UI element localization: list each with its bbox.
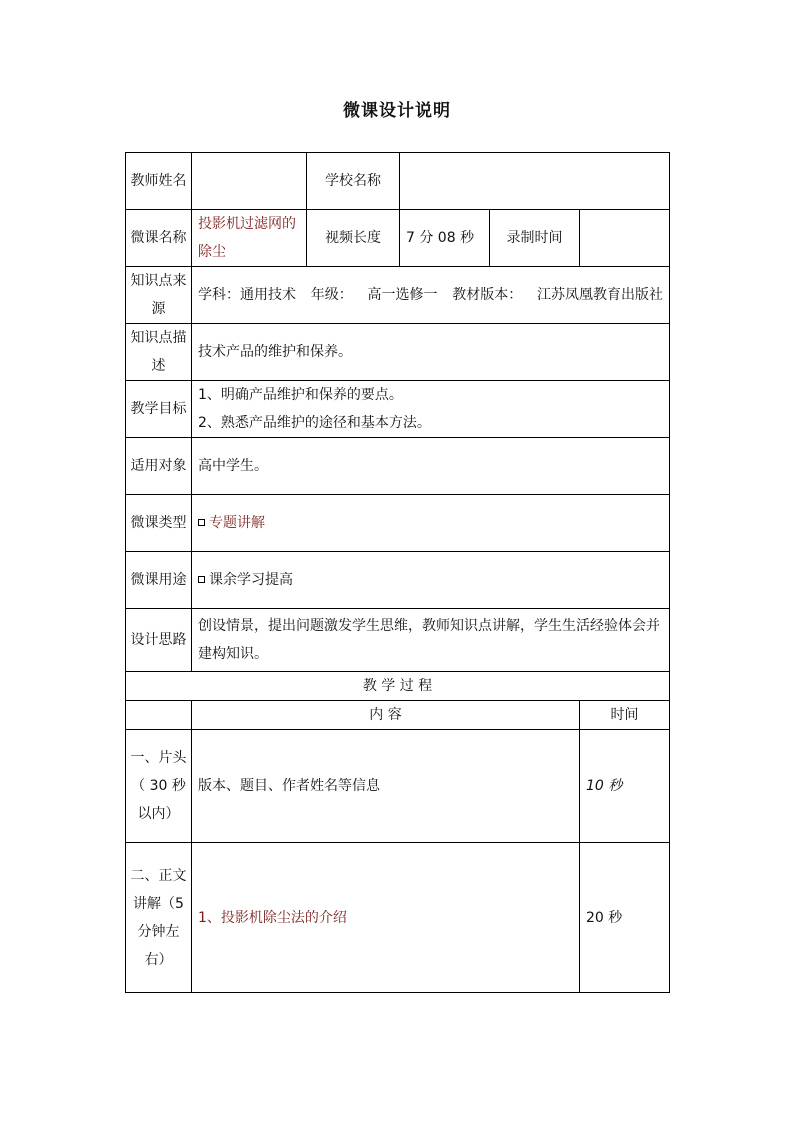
table-row [126, 324, 670, 381]
goal-1: 1、明确产品维护和保养的要点。 [198, 387, 403, 403]
duration-value: 7 分 08 秒 [400, 210, 490, 267]
document-title: 微课设计说明 [343, 101, 451, 121]
step-time: 10 秒 [580, 730, 670, 843]
audience-value: 高中学生。 [192, 438, 670, 495]
use-label: 微课用途 [126, 552, 192, 609]
table-row [126, 495, 670, 552]
step-content: 1、投影机除尘法的介绍 [192, 843, 580, 993]
table-row [126, 438, 670, 495]
type-text: 专题讲解 [209, 515, 265, 531]
course-value: 投影机过滤网的除尘 [192, 210, 307, 267]
record-value [580, 210, 670, 267]
desc-label: 知识点描述 [126, 324, 192, 381]
source-edition-label: 教材版本： [452, 287, 523, 303]
design-label: 设计思路 [126, 609, 192, 672]
use-text: 课余学习提高 [209, 572, 293, 588]
step-content: 版本、题目、作者姓名等信息 [192, 730, 580, 843]
source-edition: 江苏凤凰教育出版社 [537, 287, 663, 303]
step-label: 二、正文讲解（5 分钟左右） [126, 843, 192, 993]
checkbox-icon [198, 519, 205, 526]
audience-label: 适用对象 [126, 438, 192, 495]
school-value [400, 153, 670, 210]
col-content-header: 内 容 [192, 701, 580, 730]
col-time-header: 时间 [580, 701, 670, 730]
table-row [126, 672, 670, 701]
course-label: 微课名称 [126, 210, 192, 267]
desc-value: 技术产品的维护和保养。 [192, 324, 670, 381]
source-grade-label: 年级： [310, 287, 353, 303]
process-header: 教 学 过 程 [126, 672, 670, 701]
source-label: 知识点来源 [126, 267, 192, 324]
duration-label: 视频长度 [307, 210, 400, 267]
type-label: 微课类型 [126, 495, 192, 552]
source-value [192, 267, 670, 324]
process-blank [126, 701, 192, 730]
teacher-label: 教师姓名 [126, 153, 192, 210]
checkbox-icon [198, 576, 205, 583]
table-row [126, 730, 670, 843]
goal-value [192, 381, 670, 438]
source-grade: 高一选修一 [367, 287, 438, 303]
design-value: 创设情景，提出问题激发学生思维，教师知识点讲解，学生生活经验体会并建构知识。 [192, 609, 670, 672]
step-time: 20 秒 [580, 843, 670, 993]
table-row [126, 701, 670, 730]
teacher-value [192, 153, 307, 210]
source-subject: 学科：通用技术 [198, 287, 296, 303]
step-label: 一、片头（ 30 秒以内） [126, 730, 192, 843]
table-row [126, 381, 670, 438]
goal-2: 2、熟悉产品维护的途径和基本方法。 [198, 415, 431, 431]
type-value [192, 495, 670, 552]
use-value [192, 552, 670, 609]
record-label: 录制时间 [490, 210, 580, 267]
table-row [126, 552, 670, 609]
table-row [126, 153, 670, 210]
table-row [126, 843, 670, 993]
table-row [126, 609, 670, 672]
school-label: 学校名称 [307, 153, 400, 210]
table-row [126, 210, 670, 267]
design-table [125, 152, 670, 993]
goal-label: 教学目标 [126, 381, 192, 438]
table-row [126, 267, 670, 324]
